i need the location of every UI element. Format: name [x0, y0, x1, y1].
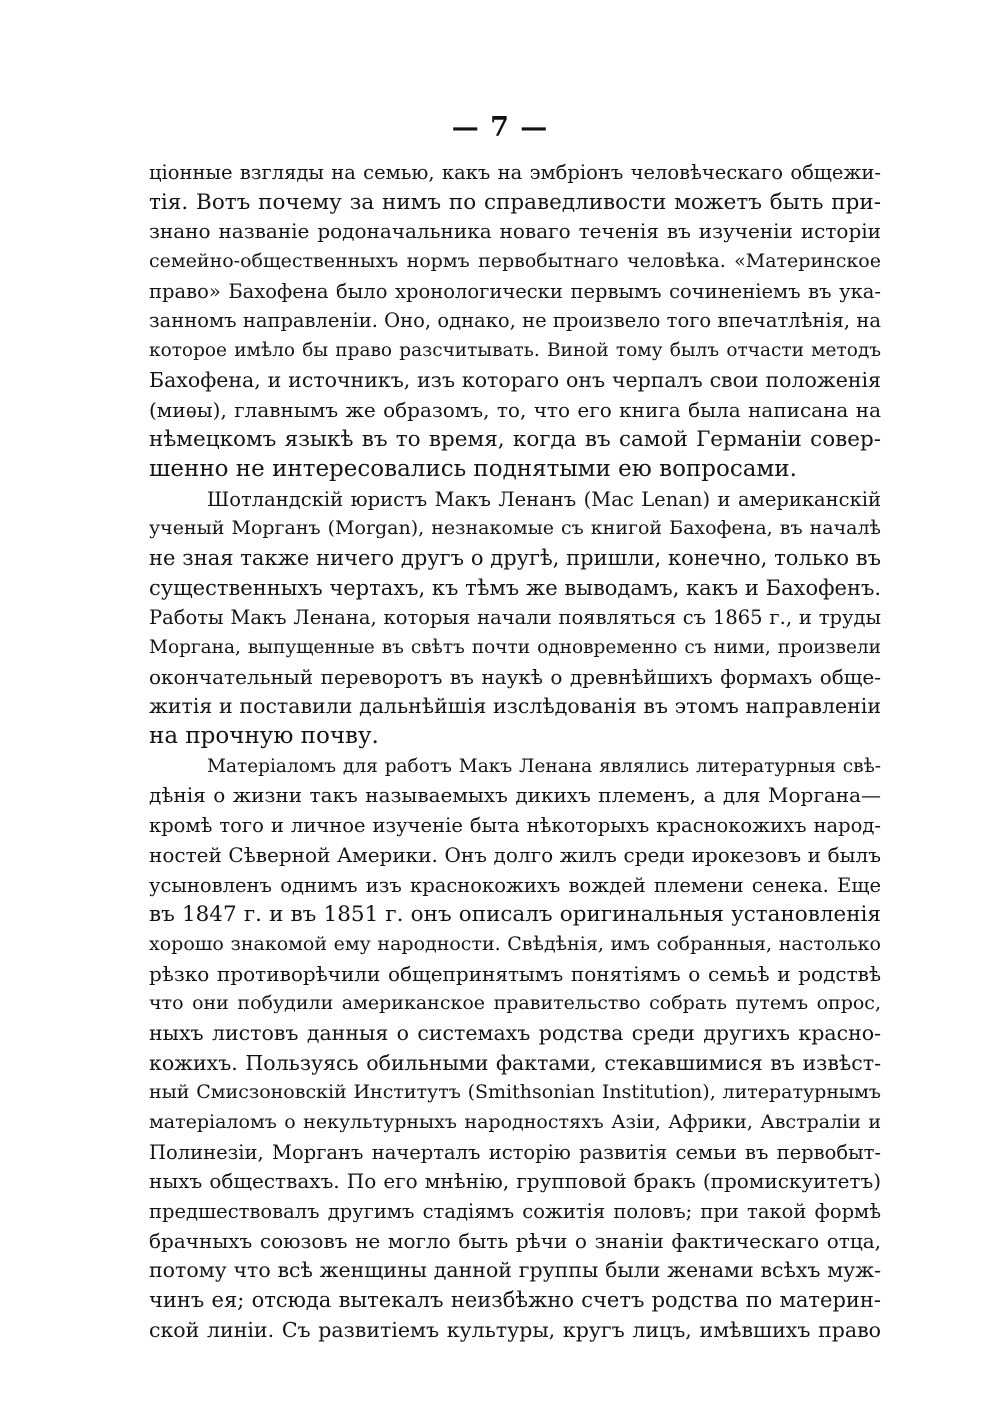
text-line: рѣзко противорѣчили общепринятымъ понятіямъ о семьѣ и родствѣ	[149, 961, 881, 986]
text-line: знано названіе родоначальника новаго теченія въ изученіи исторіи	[149, 219, 881, 244]
text-line: въ 1847 г. и въ 1851 г. онъ описалъ оригинальныя установленія	[149, 902, 881, 928]
text-line: чинъ ея; отсюда вытекалъ неизбѣжно счетъ родства по материн-	[149, 1288, 881, 1313]
text-line: житія и поставили дальнѣйшія изслѣдованія въ этомъ направленіи	[149, 694, 881, 719]
text-line: ныхъ обществахъ. По его мнѣнію, групповой бракъ (промискуитетъ)	[149, 1169, 881, 1194]
text-line: ученый Морганъ (Morgan), незнакомые съ книгой Бахофена, въ началѣ	[149, 517, 881, 540]
text-line: потому что всѣ женщины данной группы были женами всѣхъ муж-	[149, 1258, 881, 1283]
text-line: шенно не интересовались поднятыми ею вопросами.	[149, 455, 797, 482]
text-line: ныхъ листовъ данныя о системахъ родства среди другихъ красно-	[149, 1020, 881, 1045]
text-line: занномъ направленіи. Оно, однако, не произвело того впечатлѣнія, на	[149, 309, 881, 333]
text-line: окончательный переворотъ въ наукѣ о древнѣйшихъ формахъ обще-	[149, 664, 881, 689]
text-line: дѣнія о жизни такъ называемыхъ дикихъ племенъ, а для Моргана—	[149, 783, 881, 808]
paragraph-first-line: Шотландскій юристъ Макъ Ленанъ (Mac Lenan) и американскій	[207, 487, 881, 511]
text-line: тія. Вотъ почему за нимъ по справедливости можетъ быть при-	[149, 189, 881, 215]
body-text	[149, 158, 881, 1346]
text-line: которое имѣло бы право разсчитывать. Виной тому былъ отчасти методъ	[149, 340, 881, 362]
text-line: (миѳы), главнымъ же образомъ, то, что его книга была написана на	[149, 397, 881, 422]
text-line: семейно-общественныхъ нормъ первобытнаго человѣка. «Материнское	[149, 250, 881, 273]
text-line: матеріаломъ о некультурныхъ народностяхъ Азіи, Африки, Австраліи и	[149, 1111, 881, 1133]
text-line: ный Смисзоновскій Институтъ (Smithsonian Institution), литературнымъ	[149, 1081, 881, 1104]
text-line: ціонные взгляды на семью, какъ на эмбріонъ человѣческаго общежи-	[149, 161, 881, 184]
text-line: Работы Макъ Ленана, которыя начали появляться съ 1865 г., и труды	[149, 606, 881, 630]
text-line: право» Бахофена было хронологически первымъ сочиненіемъ въ ука-	[149, 279, 881, 303]
text-line: не зная также ничего другъ о другѣ, пришли, конечно, только въ	[149, 545, 881, 570]
paragraph-first-line: Матеріаломъ для работъ Макъ Ленана являлись литературныя свѣ-	[207, 755, 881, 777]
text-line: брачныхъ союзовъ не могло быть рѣчи о знаніи фактическаго отца,	[149, 1228, 881, 1253]
text-line: Бахофена, и источникъ, изъ котораго онъ черпалъ свои положенія	[149, 367, 881, 392]
text-line: ностей Сѣверной Америки. Онъ долго жилъ среди ирокезовъ и былъ	[149, 842, 881, 867]
text-line: Полинезіи, Морганъ начерталъ исторію развитія семьи въ первобыт-	[149, 1140, 881, 1164]
text-line: хорошо знакомой ему народности. Свѣдѣнія, имъ собранныя, настолько	[149, 932, 881, 955]
text-line: что они побудили американское правительство собрать путемъ опрос,	[149, 992, 881, 1015]
text-line: кромѣ того и личное изученіе быта нѣкоторыхъ краснокожихъ народ-	[149, 814, 881, 838]
page-number: — 7 —	[451, 112, 549, 143]
text-line: ской линіи. Съ развитіемъ культуры, кругъ лицъ, имѣвшихъ право	[149, 1317, 881, 1342]
text-line: на прочную почву.	[149, 723, 379, 750]
text-line: предшествовалъ другимъ стадіямъ сожитія половъ; при такой формѣ	[149, 1200, 881, 1224]
text-line: усыновленъ однимъ изъ краснокожихъ вождей племени сенека. Еще	[149, 873, 881, 897]
text-line: Моргана, выпущенные въ свѣтъ почти одновременно съ ними, произвели	[149, 637, 881, 658]
text-line: существенныхъ чертахъ, къ тѣмъ же выводамъ, какъ и Бахофенъ.	[149, 575, 881, 600]
text-line: нѣмецкомъ языкѣ въ то время, когда въ самой Германіи совер-	[149, 427, 881, 453]
text-line: кожихъ. Пользуясь обильными фактами, стекавшимися въ извѣст-	[149, 1050, 881, 1075]
